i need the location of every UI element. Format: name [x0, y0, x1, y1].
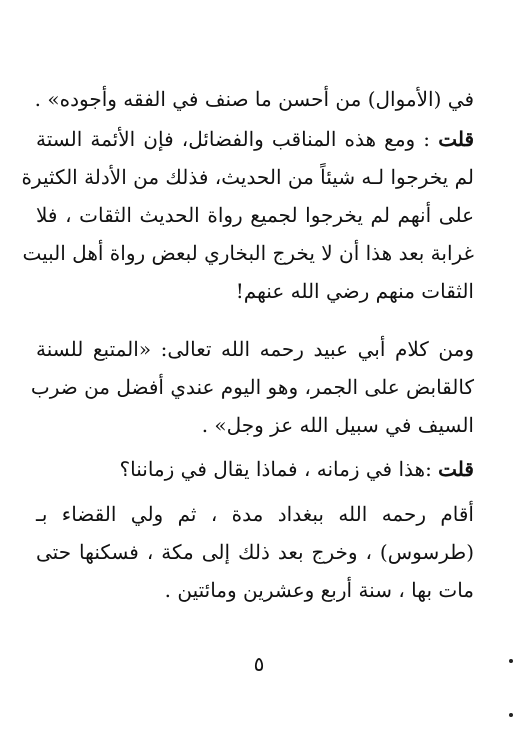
- page-number: ٥: [253, 652, 265, 676]
- text-line: :هذا في زمانه ، فماذا يقال في زماننا؟: [119, 457, 432, 481]
- paragraph-3: [30, 330, 474, 444]
- text-line: (طرسوس) ، وخرج بعد ذلك إلى مكة ، فسكنها حتى: [36, 540, 474, 564]
- text-line: كالقابض على الجمر، وهو اليوم عندي أفضل من ضرب: [30, 375, 474, 399]
- lead-word: قلت: [438, 457, 474, 481]
- text-line: الثقات منهم رضي الله عنهم!: [235, 279, 474, 303]
- text-line: لم يخرجوا لـه شيئاً من الحديث، فذلك من الأدلة الكثيرة: [21, 165, 474, 189]
- text-line: مات بها ، سنة أربع وعشرين ومائتين .: [164, 578, 474, 602]
- scan-speck: [509, 659, 513, 663]
- paragraph-1: [36, 80, 474, 118]
- paragraph-2: [21, 120, 475, 310]
- scan-speck: [509, 713, 513, 717]
- lead-word: قلت: [438, 127, 475, 151]
- text-line: غرابة بعد هذا أن لا يخرج البخاري لبعض رواة أهل البيت: [22, 241, 474, 265]
- paragraph-4: [36, 450, 474, 488]
- paragraph-5: [36, 495, 474, 609]
- text-line: ومن كلام أبي عبيد رحمه الله تعالى: «المتبع للسنة: [36, 337, 474, 361]
- text-line: السيف في سبيل الله عز وجل» .: [201, 413, 474, 437]
- text-line-with-lead: [36, 120, 474, 158]
- text-line: في (الأموال) من أحسن ما صنف في الفقه وأجوده» .: [34, 87, 474, 111]
- text-line: : ومع هذه المناقب والفضائل، فإن الأئمة الستة: [36, 127, 431, 151]
- text-line: على أنهم لم يخرجوا لجميع رواة الحديث الثقات ، فلا: [36, 203, 474, 227]
- text-line: أقام رحمه الله ببغداد مدة ، ثم ولي القضاء بـ: [36, 502, 474, 526]
- text-line-with-lead: [36, 450, 474, 488]
